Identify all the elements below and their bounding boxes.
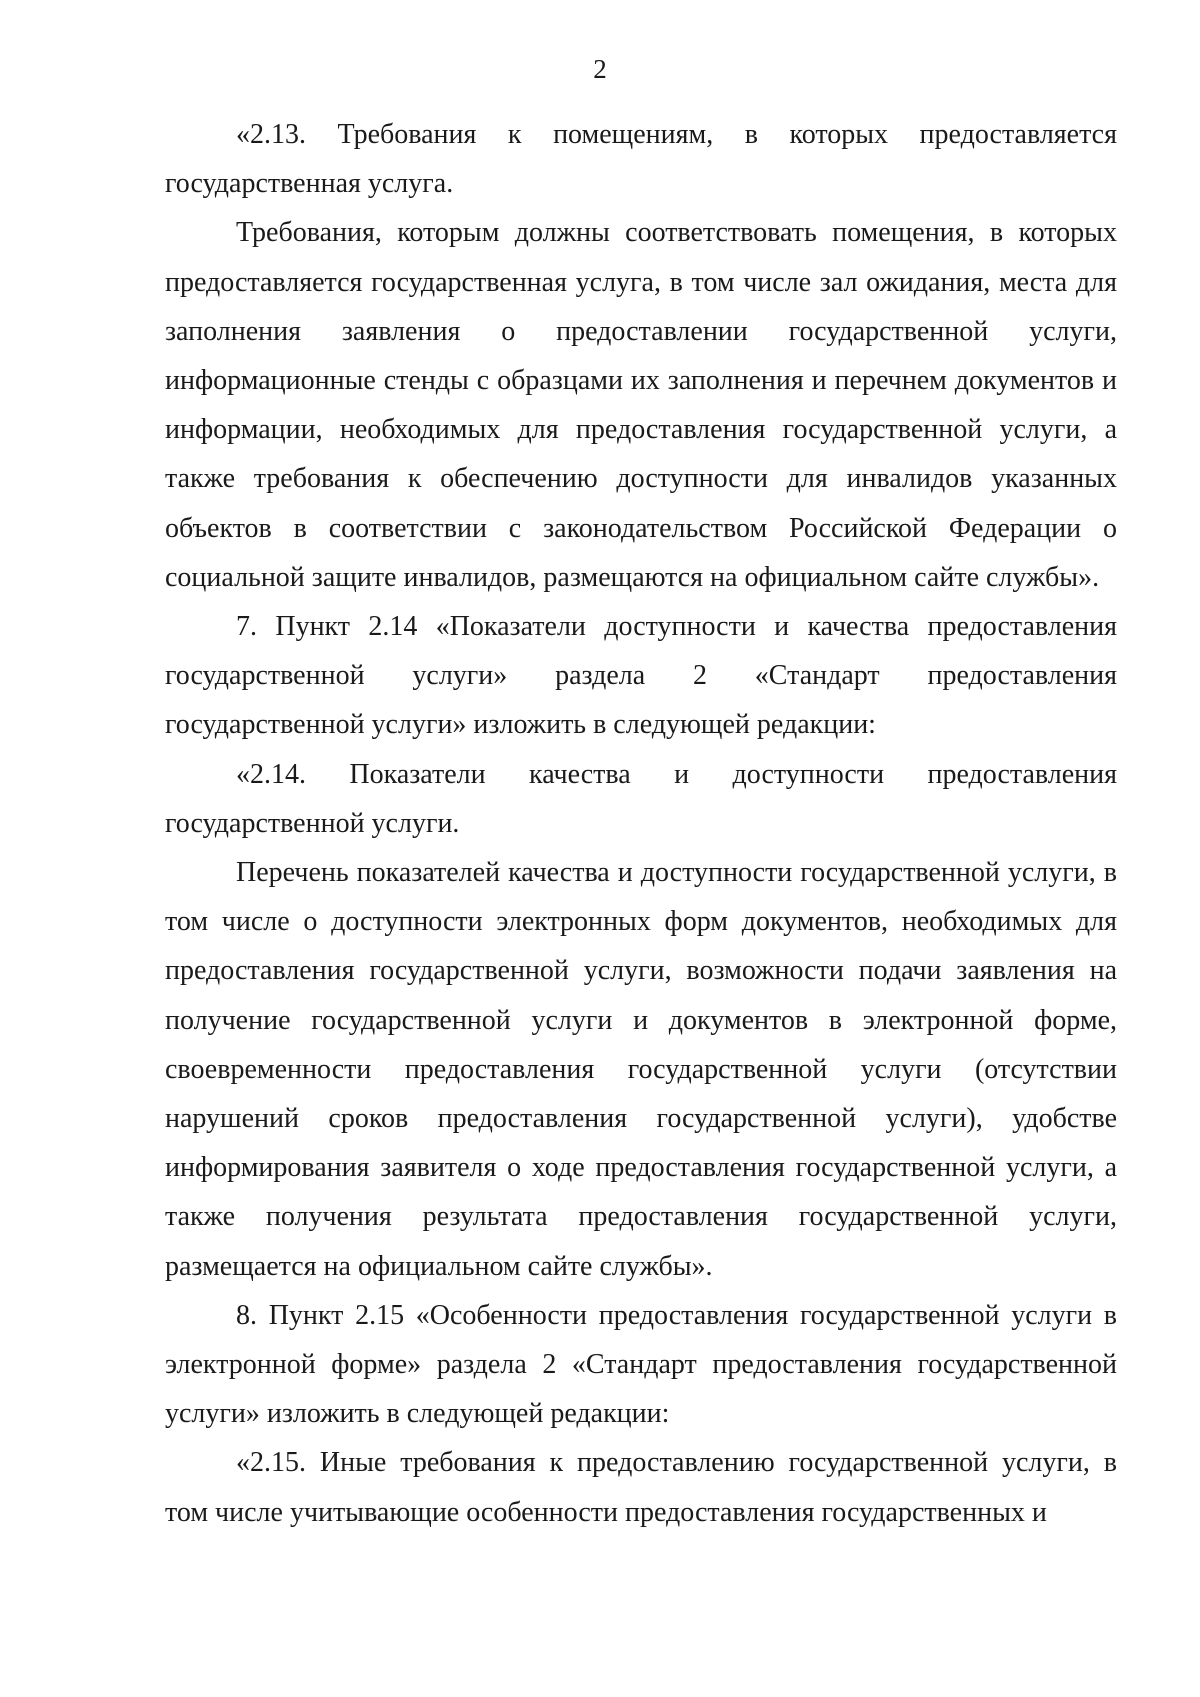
paragraph-2-13-requirements: Требования, которым должны соответствовать помещения, в которых предоставляется государственная услуга, в том числе зал ожидания, места для заполнения заявления о предоставлении государственной услуги, информационные стенды с образцами их заполнения и перечнем документов и информации, необходимых для предоставления государственной услуги, а также требования к обеспечению доступности для инвалидов указанных объектов в соответствии с законодательством Российской Федерации о социальной защите инвалидов, размещаются на официальном сайте службы». <box>165 217 1117 593</box>
document-body <box>165 110 1117 1537</box>
paragraph-2-15-heading: «2.15. Иные требования к предоставлению государственной услуги, в том числе учитывающие особенности предоставления государственных и <box>165 1447 1117 1528</box>
paragraph-item-8: 8. Пункт 2.15 «Особенности предоставления государственной услуги в электронной форме» раздела 2 «Стандарт предоставления государственной услуги» изложить в следующей редакции: <box>165 1299 1117 1430</box>
paragraph-2-14-heading: «2.14. Показатели качества и доступности предоставления государственной услуги. <box>165 758 1117 839</box>
paragraph-2-14-list: Перечень показателей качества и доступности государственной услуги, в том числе о доступности электронных форм документов, необходимых для предоставления государственной услуги, возможности подачи заявления на получение государственной услуги и документов в электронной форме, своевременности предоставления государственной услуги (отсутствии нарушений сроков предоставления государственной услуги), удобстве информирования заявителя о ходе предоставления государственной услуги, а также получения результата предоставления государственной услуги, размещается на официальном сайте службы». <box>165 857 1117 1282</box>
page-number: 2 <box>593 54 607 84</box>
paragraph-2-13-heading: «2.13. Требования к помещениям, в которых предоставляется государственная услуга. <box>165 119 1117 200</box>
paragraph-item-7: 7. Пункт 2.14 «Показатели доступности и качества предоставления государственной услуги» раздела 2 «Стандарт предоставления государственной услуги» изложить в следующей редакции: <box>165 611 1117 741</box>
